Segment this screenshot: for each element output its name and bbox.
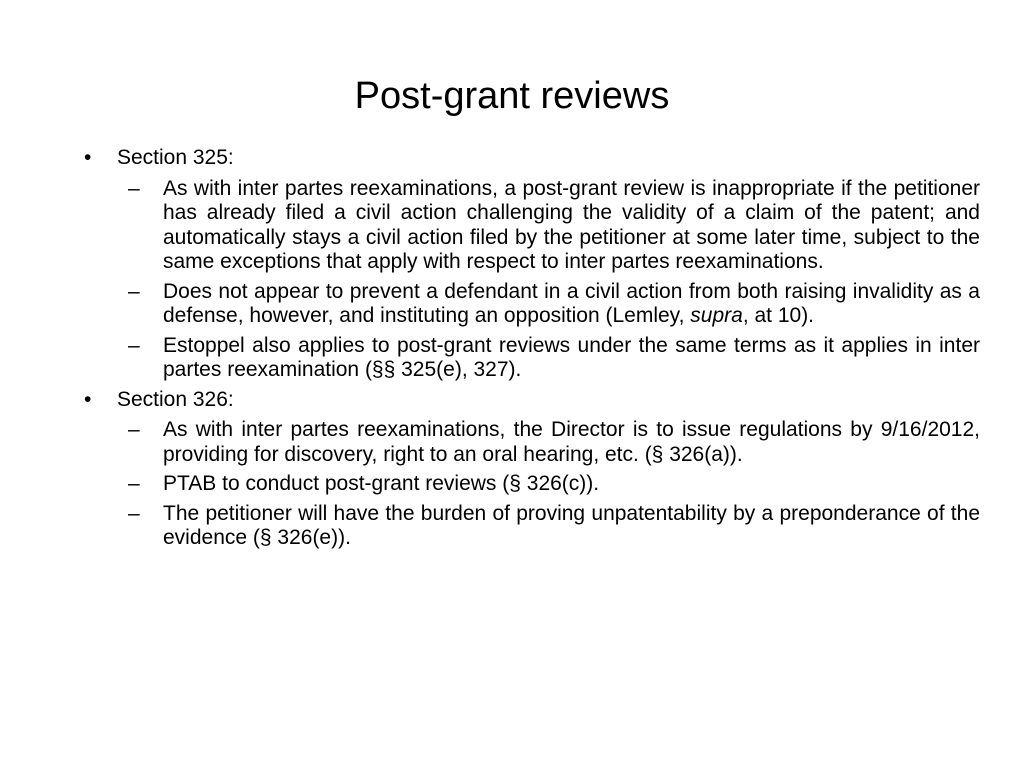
dash-marker: – xyxy=(128,501,140,525)
sub-bullet xyxy=(80,334,980,383)
sub-bullet-text: Estoppel also applies to post-grant reviews under the same terms as it applies in inter partes reexamination (§§ 325(e), 327). xyxy=(163,333,980,381)
bullet-marker: • xyxy=(84,146,92,169)
bullet-text: Section 326: xyxy=(117,387,234,411)
sub-bullet xyxy=(80,472,980,497)
sub-bullet-text: PTAB to conduct post-grant reviews (§ 326(c)). xyxy=(163,472,600,495)
sub-bullet-text: The petitioner will have the burden of proving unpatentability by a preponderance of the evidence (§ 326(e)). xyxy=(163,501,980,549)
sub-bullet-text-part: , at 10). xyxy=(742,304,815,327)
sub-bullet xyxy=(80,502,980,551)
dash-marker: – xyxy=(128,472,140,495)
dash-marker: – xyxy=(128,333,140,357)
sub-bullet xyxy=(80,418,980,467)
dash-marker: – xyxy=(128,418,140,441)
bullet-section-326 xyxy=(80,388,980,413)
sub-bullet-text xyxy=(163,280,980,328)
sub-bullet-text: As with inter partes reexaminations, the Director is to issue regulations by 9/16/2012, providing for discovery, right to an oral hearing, etc. (§ 326(a)). xyxy=(163,418,980,466)
sub-bullet-text-part: Does not appear to prevent a defendant in a civil action from both raising invalidity as a defense, however, and instituting an opposition (Lemley, xyxy=(163,279,980,327)
dash-marker: – xyxy=(128,279,140,303)
dash-marker: – xyxy=(128,176,140,200)
sub-bullet-text: As with inter partes reexaminations, a post-grant review is inappropriate if the petitioner has already filed a civil action challenging the validity of a claim of the patent; and automatically stays a civil action filed by the petitioner at some later time, subject to the same exceptions that apply with respect to inter partes reexaminations. xyxy=(163,176,980,273)
bullet-section-325 xyxy=(80,146,980,171)
bullet-marker: • xyxy=(84,387,92,411)
sub-bullet xyxy=(80,280,980,329)
slide-title: Post-grant reviews xyxy=(354,75,670,117)
slide-body xyxy=(80,146,980,556)
sub-bullet xyxy=(80,177,980,275)
bullet-text: Section 325: xyxy=(117,146,234,169)
italic-citation: supra xyxy=(690,304,743,327)
